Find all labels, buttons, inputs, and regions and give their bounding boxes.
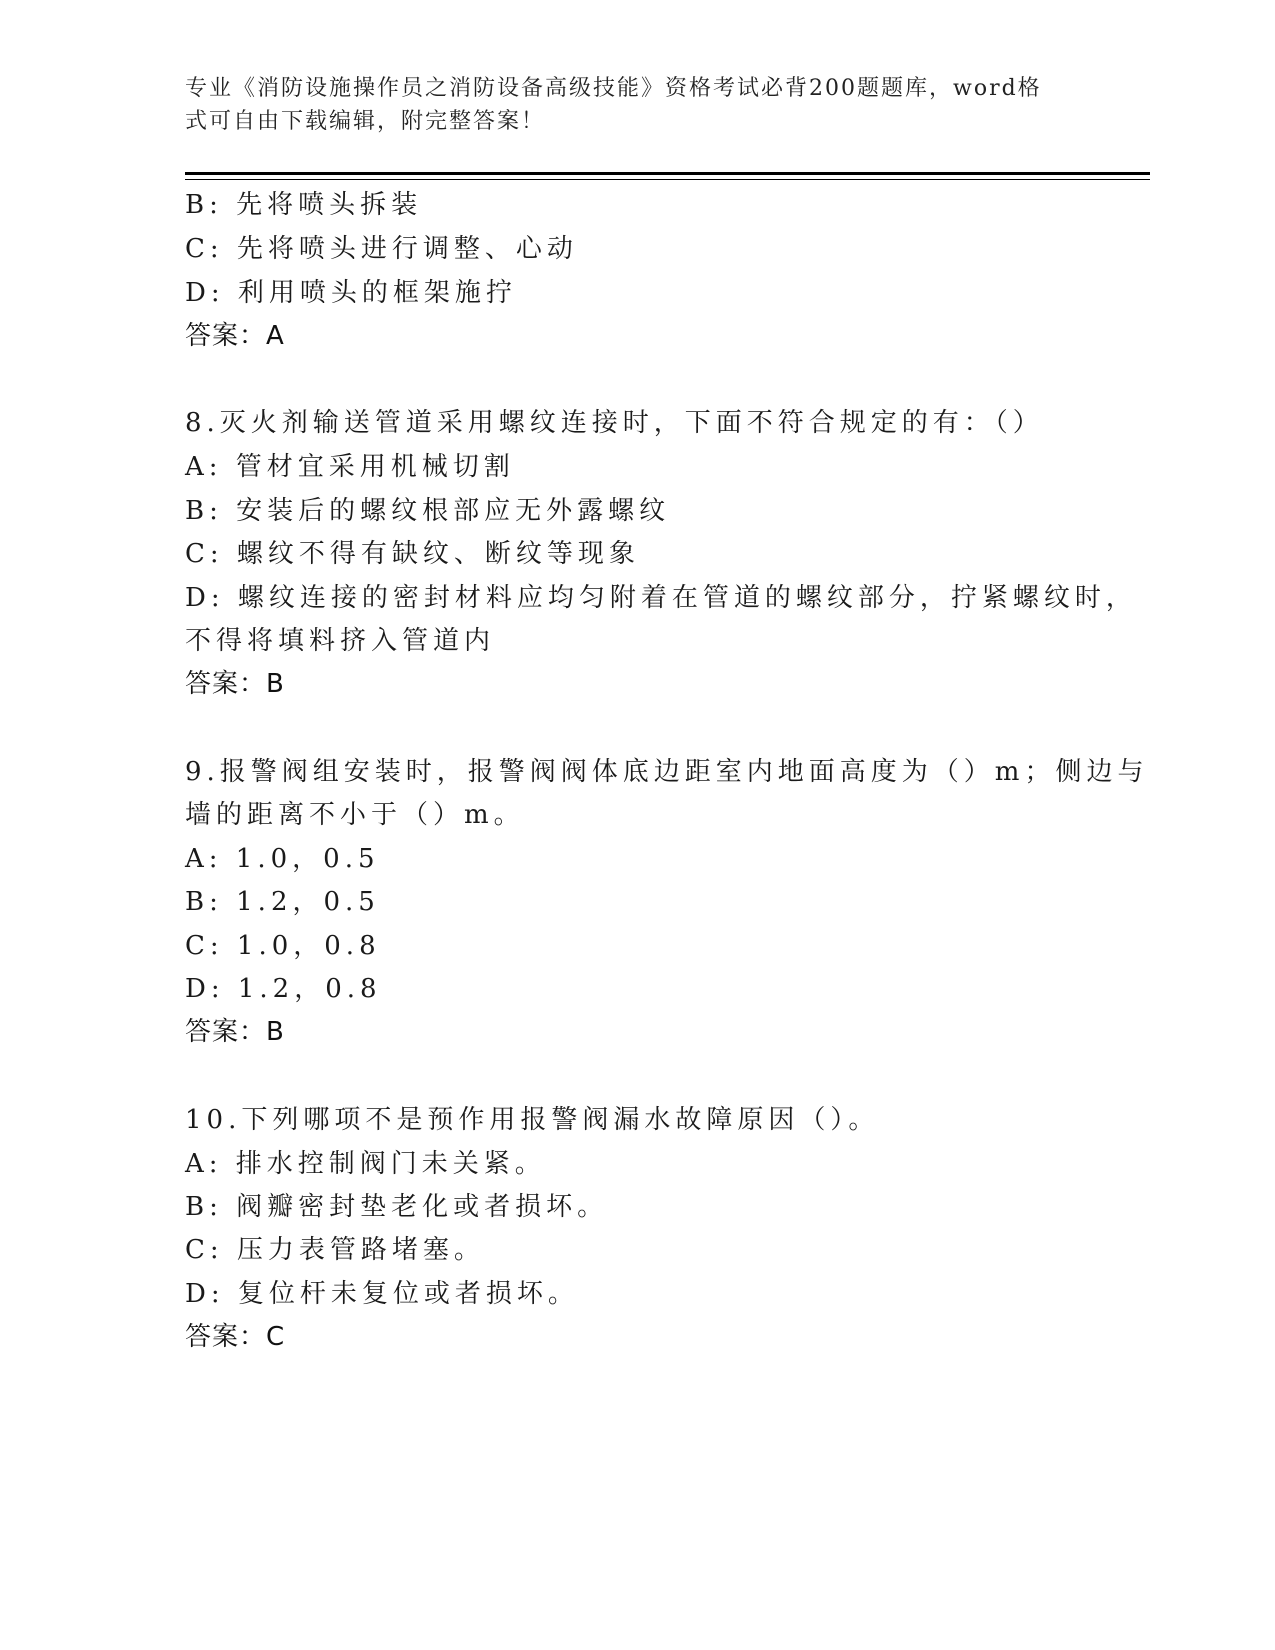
q9-stem-line2: 墙的距离不小于（）m。: [185, 800, 525, 830]
q9-option-d: D: 1.2，0.8: [185, 974, 382, 1004]
q10-option-a: A: 排水控制阀门未关紧。: [185, 1149, 546, 1179]
q8-option-c: C: 螺纹不得有缺纹、断纹等现象: [185, 539, 640, 569]
header-line-2: 式可自由下载编辑，附完整答案！: [185, 109, 546, 134]
q7-option-d: D: 利用喷头的框架施拧: [185, 278, 517, 308]
q9-option-b: B: 1.2，0.5: [185, 887, 380, 917]
q9-stem-line1: 9.报警阀组安装时，报警阀阀体底边距室内地面高度为（）m；侧边与: [185, 757, 1149, 787]
q8-stem: 8.灭火剂输送管道采用螺纹连接时，下面不符合规定的有：（）: [185, 408, 1044, 438]
q7-option-c: C: 先将喷头进行调整、心动: [185, 234, 578, 264]
q8-option-b: B: 安装后的螺纹根部应无外露螺纹: [185, 496, 671, 526]
q8-option-d-line1: D: 螺纹连接的密封材料应均匀附着在管道的螺纹部分，拧紧螺纹时，: [185, 583, 1137, 613]
q10-option-d: D: 复位杆未复位或者损坏。: [185, 1279, 579, 1309]
q9-option-c: C: 1.0，0.8: [185, 931, 381, 961]
q8-option-a: A: 管材宜采用机械切割: [185, 452, 515, 482]
q8-option-d-line2: 不得将填料挤入管道内: [185, 626, 496, 656]
document-header: [185, 72, 1065, 138]
header-rule-thin: [185, 179, 1150, 180]
q10-stem: 10.下列哪项不是预作用报警阀漏水故障原因（）。: [185, 1105, 880, 1135]
q8-answer: 答案：B: [185, 669, 285, 699]
q10-option-c: C: 压力表管路堵塞。: [185, 1235, 485, 1265]
header-rule-thick: [185, 172, 1150, 175]
q9-answer: 答案：B: [185, 1017, 285, 1047]
q9-option-a: A: 1.0，0.5: [185, 844, 380, 874]
q7-answer: 答案：A: [185, 321, 285, 351]
header-line-1: 专业《消防设施操作员之消防设备高级技能》资格考试必背200题题库，word格: [185, 76, 1042, 101]
q10-answer: 答案：C: [185, 1322, 286, 1352]
q7-option-b: B: 先将喷头拆装: [185, 190, 423, 220]
q10-option-b: B: 阀瓣密封垫老化或者损坏。: [185, 1192, 609, 1222]
